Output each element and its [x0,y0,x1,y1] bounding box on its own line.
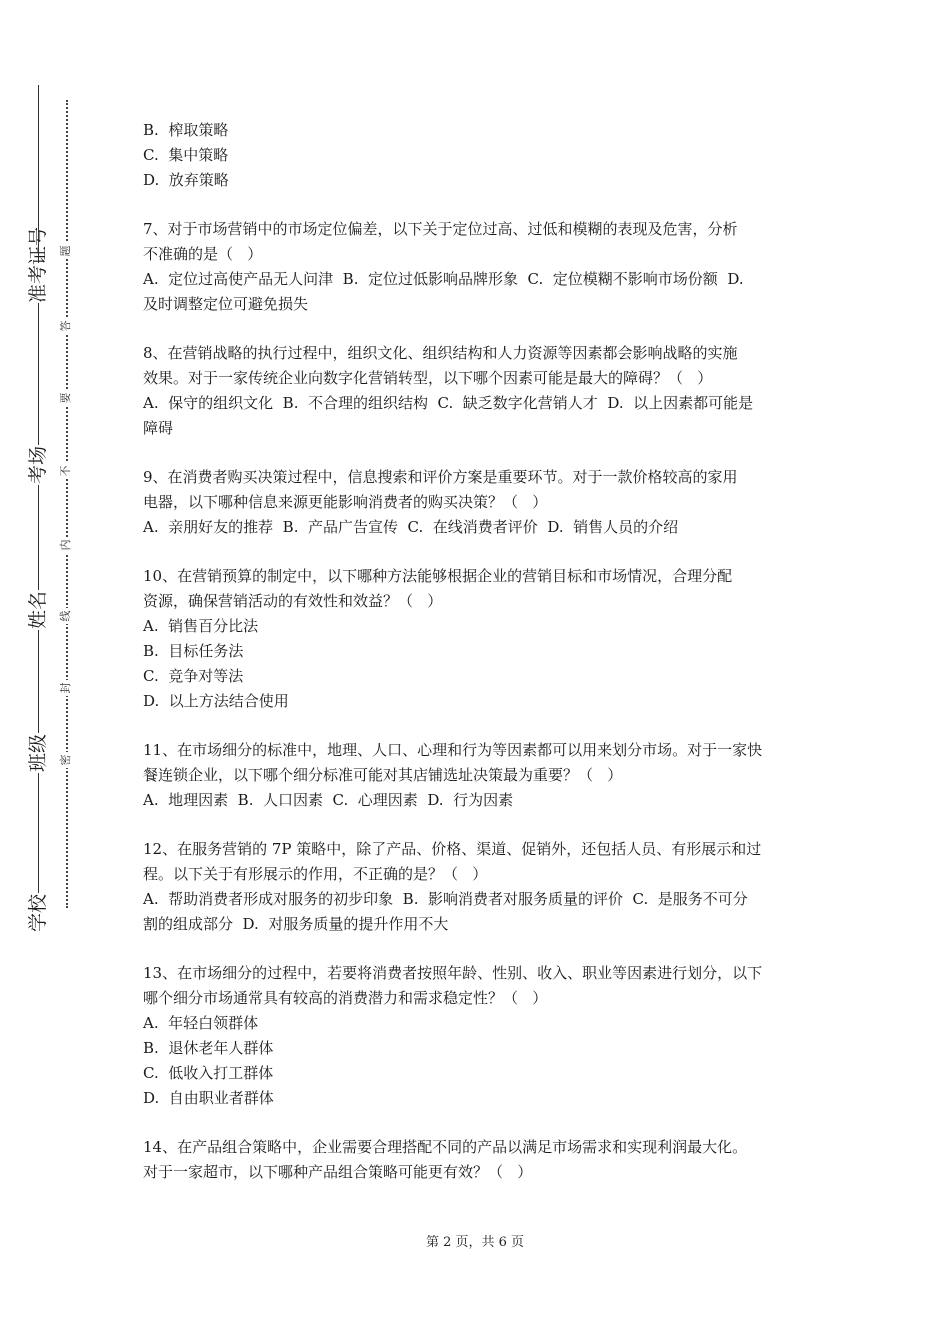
binding-margin [0,0,120,1344]
option-line: 障碍 [143,419,174,437]
question-stem-line: 哪个细分市场通常具有较高的消费潜力和需求稳定性？（ ） [143,989,548,1007]
question-stem-line: 对于一家超市，以下哪种产品组合策略可能更有效？（ ） [143,1163,533,1181]
field-class: 班级 [18,733,58,773]
question-block [143,738,811,813]
seal-char: 内 [58,537,74,553]
seal-char: 密 [58,752,74,768]
option-line: D. 放弃策略 [143,171,229,189]
option-line: A. 销售百分比法 [143,617,259,635]
seal-char: 封 [58,680,74,696]
seal-char: 题 [58,243,74,259]
field-exam-room: 考场 [18,445,58,485]
question-block [143,564,811,714]
binding-dotted-line [66,100,68,908]
question-stem-line: 10、在营销预算的制定中，以下哪种方法能够根据企业的营销目标和市场情况，合理分配 [143,567,733,585]
option-line: A. 定位过高使产品无人问津 B. 定位过低影响品牌形象 C. 定位模糊不影响市场份额 D. [143,270,744,288]
question-block [143,465,811,540]
seal-char: 线 [58,608,74,624]
question-stem-line: 餐连锁企业，以下哪个细分标准可能对其店铺选址决策最为重要？（ ） [143,766,623,784]
question-block [143,837,811,937]
option-line: A. 地理因素 B. 人口因素 C. 心理因素 D. 行为因素 [143,791,514,809]
question-stem-line: 13、在市场细分的过程中，若要将消费者按照年龄、性别、收入、职业等因素进行划分，以下 [143,964,763,982]
question-block [143,961,811,1111]
page-footer: 第 2 页，共 6 页 [425,1235,525,1250]
option-line: 割的组成部分 D. 对服务质量的提升作用不大 [143,915,449,933]
option-line: A. 亲朋好友的推荐 B. 产品广告宣传 C. 在线消费者评价 D. 销售人员的介绍 [143,518,679,536]
question-stem-line: 14、在产品组合策略中，企业需要合理搭配不同的产品以满足市场需求和实现利润最大化。 [143,1138,748,1156]
question-stem-line: 效果。对于一家传统企业向数字化营销转型，以下哪个因素可能是最大的障碍？（ ） [143,369,713,387]
question-stem-line: 8、在营销战略的执行过程中，组织文化、组织结构和人力资源等因素都会影响战略的实施 [143,344,738,362]
option-line: 及时调整定位可避免损失 [143,295,309,313]
option-line: C. 低收入打工群体 [143,1064,274,1082]
question-stem-line: 电器，以下哪种信息来源更能影响消费者的购买决策？（ ） [143,493,548,511]
question-stem-line: 不准确的是（ ） [143,245,263,263]
question-list [143,118,811,1185]
question-block [143,118,811,193]
option-line: D. 自由职业者群体 [143,1089,274,1107]
option-line: A. 年轻白领群体 [143,1014,259,1032]
seal-char: 答 [58,318,74,334]
question-stem-line: 7、对于市场营销中的市场定位偏差，以下关于定位过高、过低和模糊的表现及危害，分析 [143,220,738,238]
question-stem-line: 资源，确保营销活动的有效性和效益？（ ） [143,592,443,610]
field-name: 姓名 [18,590,58,630]
option-line: C. 集中策略 [143,146,229,164]
question-stem-line: 12、在服务营销的 7P 策略中，除了产品、价格、渠道、促销外，还包括人员、有形展示和过 [143,840,762,858]
question-stem-line: 9、在消费者购买决策过程中，信息搜索和评价方案是重要环节。对于一款价格较高的家用 [143,468,738,486]
option-line: B. 目标任务法 [143,642,244,660]
question-block [143,217,811,317]
question-stem-line: 程。以下关于有形展示的作用，不正确的是？（ ） [143,865,488,883]
question-block [143,341,811,441]
seal-char: 不 [58,463,74,479]
option-line: C. 竞争对等法 [143,667,244,685]
question-stem-line: 11、在市场细分的标准中，地理、人口、心理和行为等因素都可以用来划分市场。对于一家快 [143,741,763,759]
field-exam-number: 准考证号 [18,263,58,303]
field-school: 学校 [18,893,58,933]
binding-solid-line [38,85,39,930]
seal-char: 要 [58,390,74,406]
option-line: B. 退休老年人群体 [143,1039,274,1057]
option-line: B. 榨取策略 [143,121,229,139]
option-line: A. 帮助消费者形成对服务的初步印象 B. 影响消费者对服务质量的评价 C. 是服务不可分 [143,890,748,908]
option-line: A. 保守的组织文化 B. 不合理的组织结构 C. 缺乏数字化营销人才 D. 以上因素都可能是 [143,394,754,412]
question-block [143,1135,811,1185]
option-line: D. 以上方法结合使用 [143,692,289,710]
